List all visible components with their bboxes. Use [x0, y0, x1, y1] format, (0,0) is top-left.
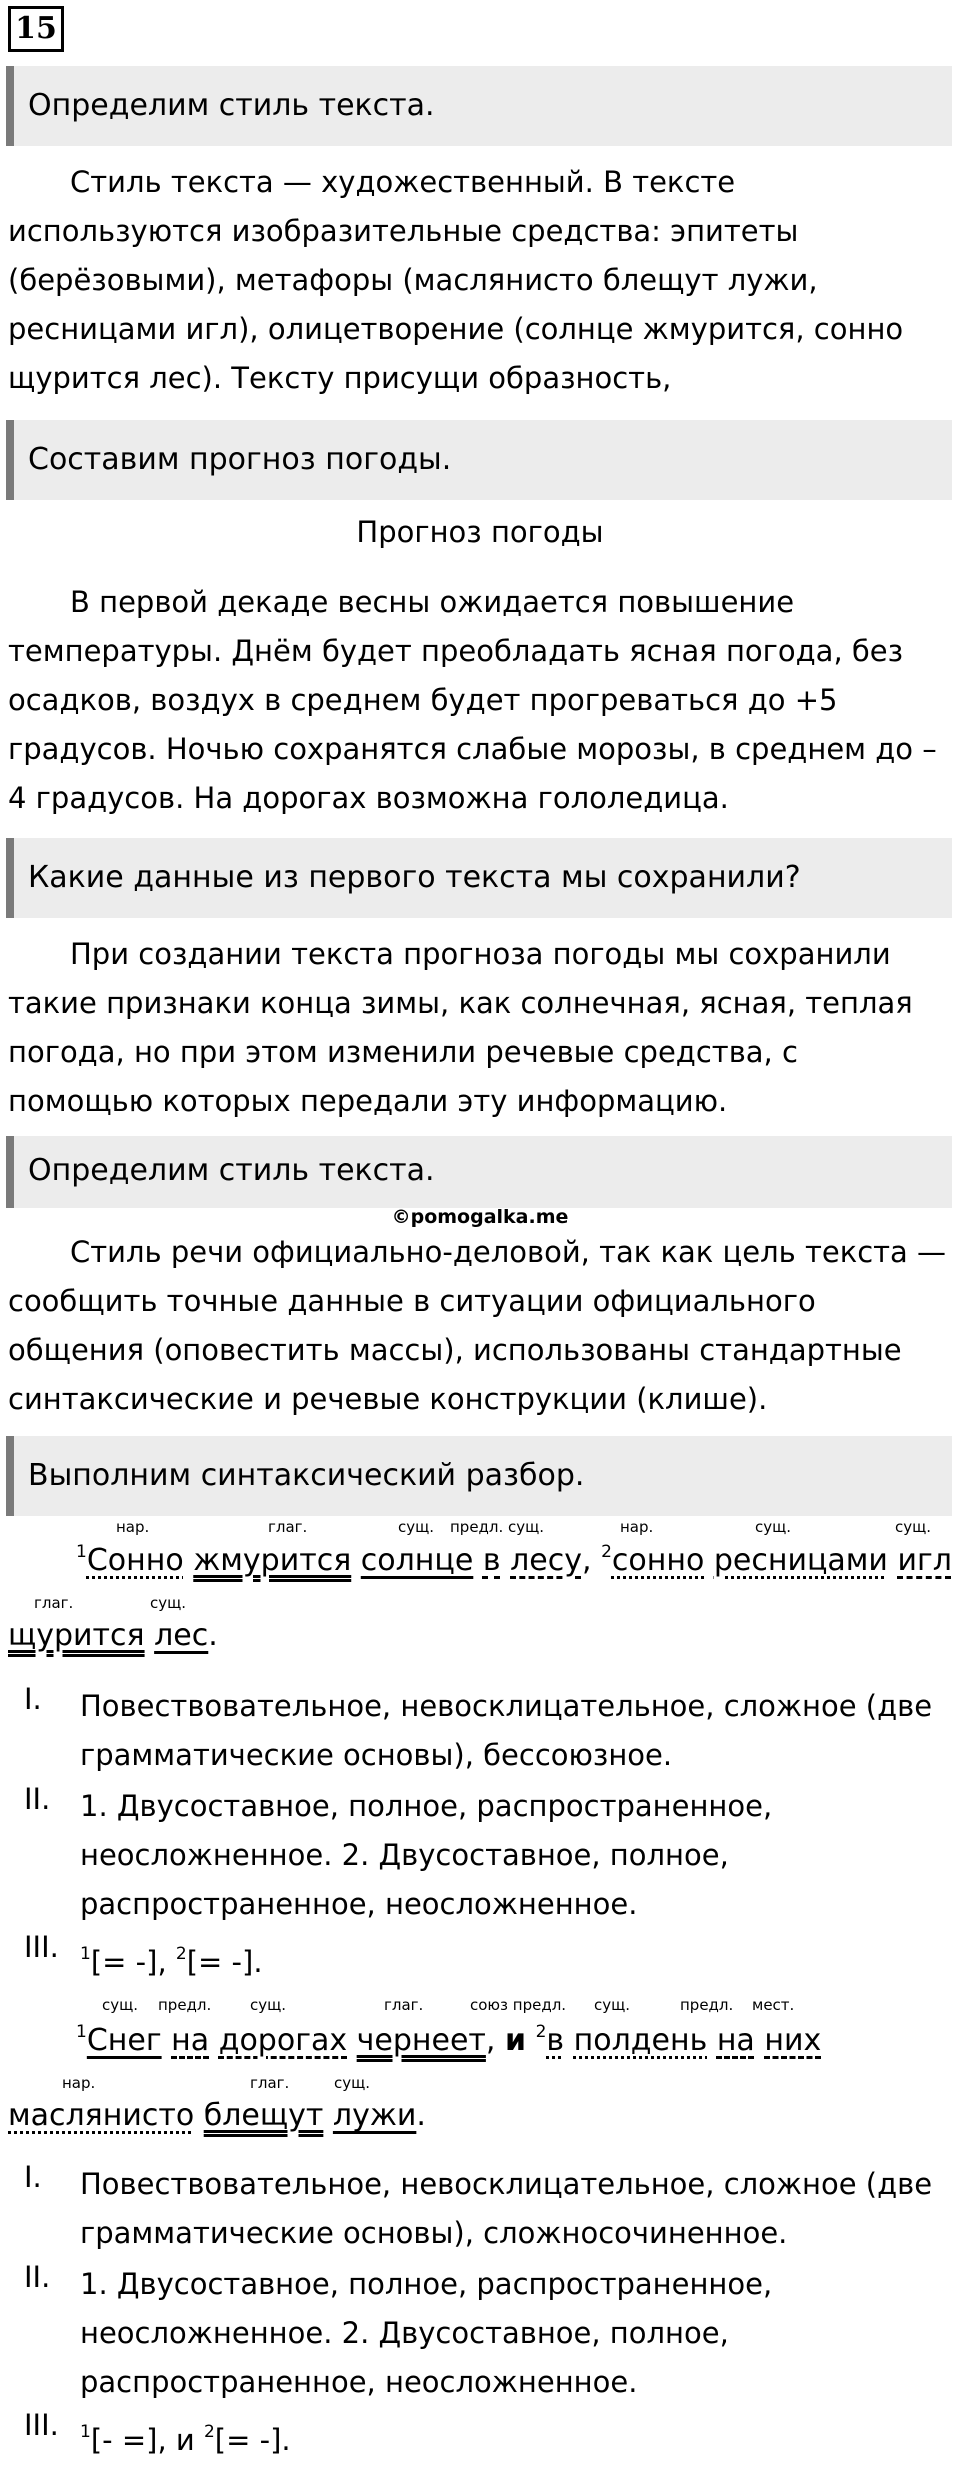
analysis-text: Повествовательное, невосклицательное, сложное (две грамматические основы), сложносочиненное. — [80, 2167, 933, 2250]
pos-label: глаг. — [34, 1594, 74, 1612]
analysis-num: III. — [24, 2408, 59, 2442]
analysis-num: I. — [24, 1682, 42, 1716]
section-heading-2: Составим прогноз погоды. — [6, 420, 952, 500]
pos-label: нар. — [620, 1518, 654, 1536]
pos-label: предл. сущ. — [450, 1518, 545, 1536]
section-text-4: Стиль речи официально-деловой, так как цель текста — сообщить точные данные в ситуации официального общения (оповестить массы), использованы стандартные синтаксические и речевые конструкции (клише). — [8, 1235, 947, 1416]
section-text-1: Стиль текста — художественный. В тексте используются изобразительные средства: эпитеты (берёзовыми), метафоры (маслянисто блещут лужи, ресницами игл), олицетворение (солнце жмурится, сонно щурится лес). Тексту присущи образность, — [8, 165, 904, 395]
pos-label: предл. — [158, 1996, 212, 2014]
scheme-text: $^1$[= -], $^2$[= -]. — [80, 1944, 263, 1979]
forecast-title: Прогноз погоды — [356, 515, 604, 549]
pos-label: сущ. — [594, 1996, 631, 2014]
section-heading-5: Выполним синтаксический разбор. — [6, 1436, 952, 1516]
analysis-num: II. — [24, 1782, 51, 1816]
pos-label: сущ. — [334, 2074, 371, 2092]
pos-label: нар. — [62, 2074, 96, 2092]
analysis-num: III. — [24, 1930, 59, 1964]
sentence-2-line-2: маслянисто блещут лужи. — [8, 2098, 426, 2133]
pos-label: сущ. — [398, 1518, 435, 1536]
pos-label: нар. — [116, 1518, 150, 1536]
pos-label: глаг. — [384, 1996, 424, 2014]
pos-label: сущ. — [150, 1594, 187, 1612]
analysis-text: 1. Двусоставное, полное, распространенное, неосложненное. 2. Двусоставное, полное, распространенное, неосложненное. — [80, 1789, 773, 1921]
analysis-text: 1. Двусоставное, полное, распространенное, неосложненное. 2. Двусоставное, полное, распространенное, неосложненное. — [80, 2267, 773, 2399]
watermark: ©pomogalka.me — [391, 1206, 569, 1228]
section-text-2: В первой декаде весны ожидается повышение температуры. Днём будет преобладать ясная погода, без осадков, воздух в среднем будет прогреваться до +5 градусов. Ночью сохранятся слабые морозы, в среднем до – 4 градусов. На дорогах возможна гололедица. — [8, 585, 937, 815]
pos-label: союз предл. — [470, 1996, 567, 2014]
sentence-1-line-1: $^1$Сонно жмурится солнце в лесу, $^2$сонно ресницами игл — [76, 1542, 952, 1578]
pos-label: предл. — [680, 1996, 734, 2014]
pos-label: глаг. — [250, 2074, 290, 2092]
pos-label: мест. — [752, 1996, 795, 2014]
scheme-text: $^1$[- =], и $^2$[= -]. — [80, 2422, 291, 2457]
section-heading-4: Определим стиль текста. — [6, 1136, 952, 1208]
pos-label: сущ. — [895, 1518, 932, 1536]
sentence-2-line-1: $^1$Снег на дорогах чернеет, и $^2$в полдень на них — [76, 2022, 822, 2058]
analysis-num: I. — [24, 2160, 42, 2194]
pos-label: сущ. — [102, 1996, 139, 2014]
analysis-num: II. — [24, 2260, 51, 2294]
section-heading-3: Какие данные из первого текста мы сохранили? — [6, 838, 952, 918]
pos-label: сущ. — [755, 1518, 792, 1536]
pos-label: сущ. — [250, 1996, 287, 2014]
pos-label: глаг. — [268, 1518, 308, 1536]
section-heading-1: Определим стиль текста. — [6, 66, 952, 146]
task-number: 15 — [8, 6, 64, 52]
analysis-text: Повествовательное, невосклицательное, сложное (две грамматические основы), бессоюзное. — [80, 1689, 933, 1772]
section-text-3: При создании текста прогноза погоды мы сохранили такие признаки конца зимы, как солнечная, ясная, теплая погода, но при этом изменили речевые средства, с помощью которых передали эту информацию. — [8, 937, 913, 1118]
sentence-1-line-2: щурится лес. — [8, 1618, 218, 1653]
